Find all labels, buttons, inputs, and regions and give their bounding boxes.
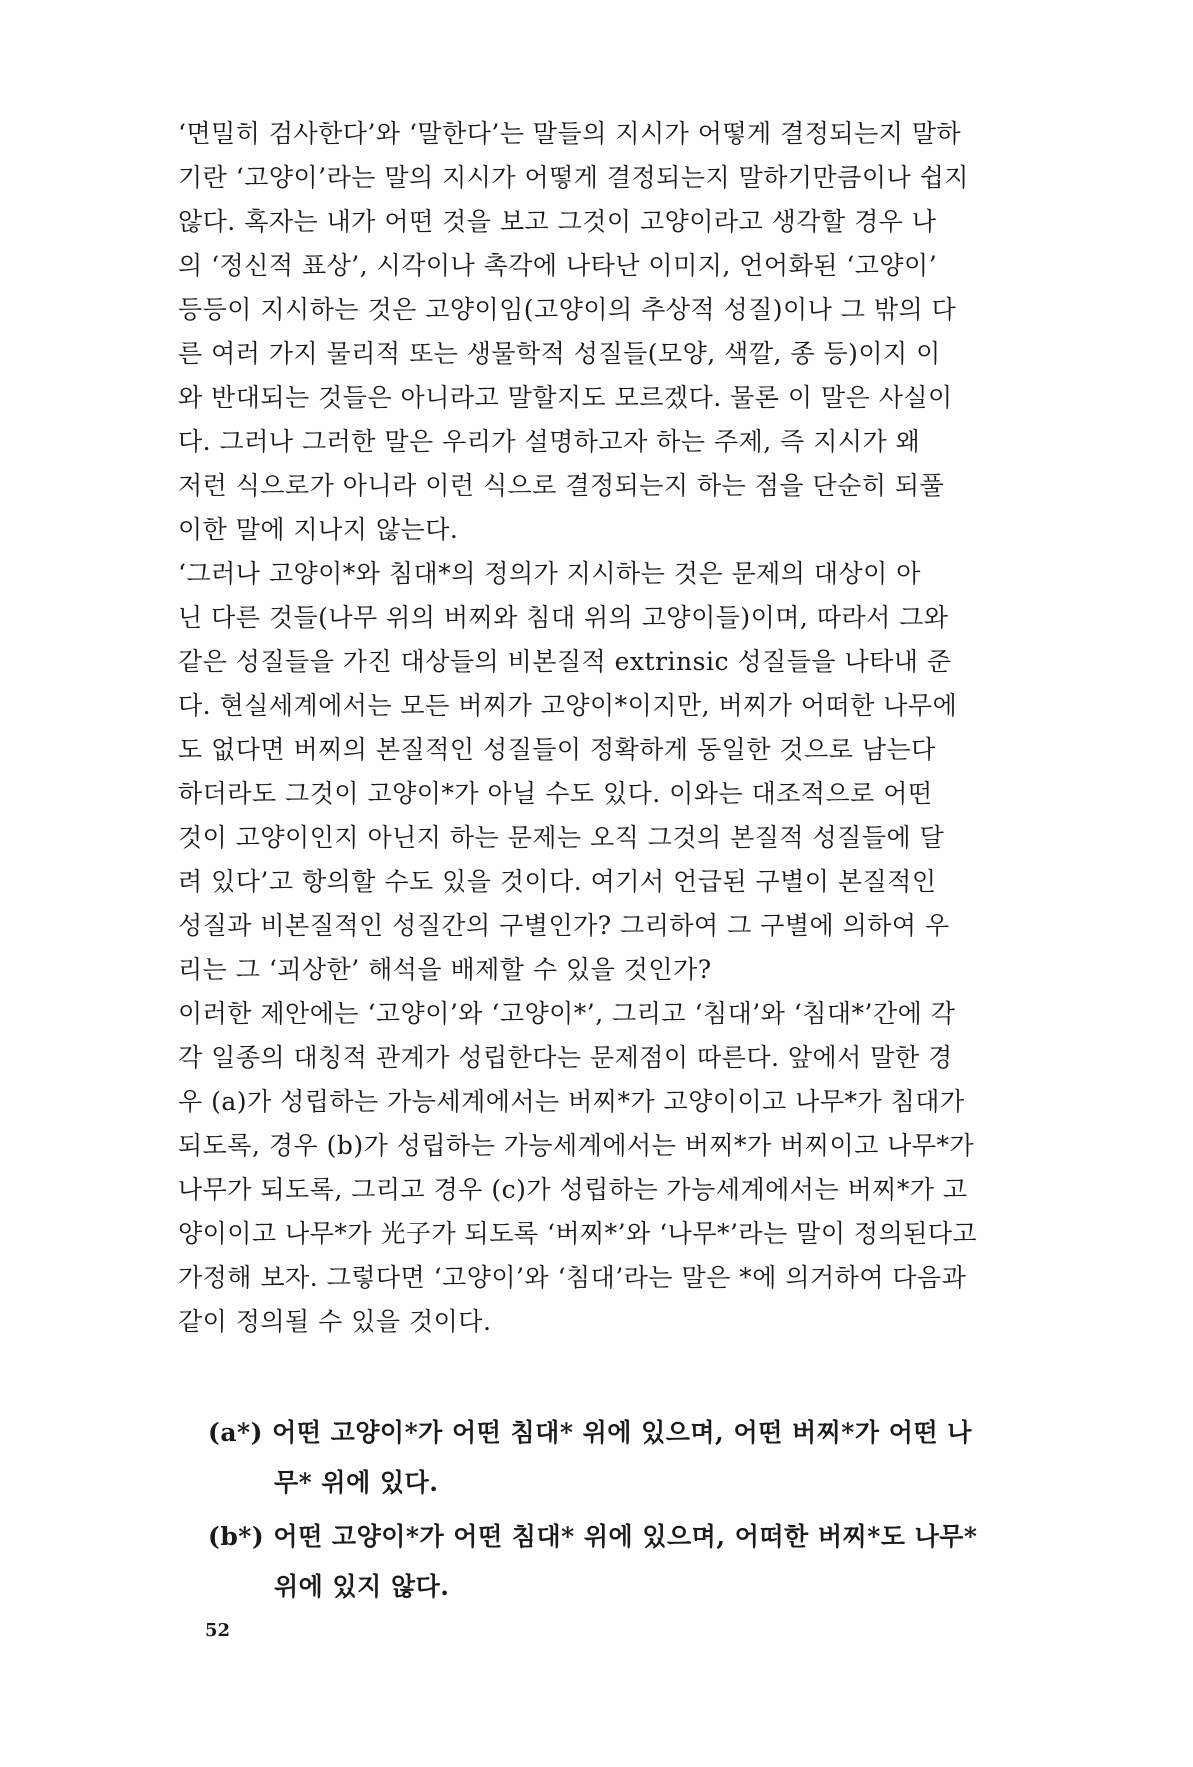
text-line: 의 ‘정신적 표상’, 시각이나 촉각에 나타난 이미지, 언어화된 ‘고양이’ — [178, 251, 938, 280]
text-line: 않다. 혹자는 내가 어떤 것을 보고 그것이 고양이라고 생각할 경우 나 — [178, 207, 937, 236]
example-line: (b*) 어떤 고양이*가 어떤 침대* 위에 있으며, 어떠한 버찌*도 나무* — [208, 1522, 978, 1551]
page-number: 52 — [205, 1620, 231, 1641]
text-line: 각 일종의 대칭적 관계가 성립한다는 문제점이 따른다. 앞에서 말한 경 — [178, 1043, 953, 1072]
example-line: (a*) 어떤 고양이*가 어떤 침대* 위에 있으며, 어떤 버찌*가 어떤 나 — [208, 1418, 972, 1447]
example-line: 위에 있지 않다. — [274, 1572, 450, 1601]
example-a-star — [208, 1408, 1062, 1508]
text-line: 같은 성질들을 가진 대상들의 비본질적 extrinsic 성질들을 나타내 준 — [178, 647, 952, 676]
text-line: 닌 다른 것들(나무 위의 버찌와 침대 위의 고양이들)이며, 따라서 그와 — [178, 603, 949, 632]
text-line: 른 여러 가지 물리적 또는 생물학적 성질들(모양, 색깔, 종 등)이지 이 — [178, 339, 941, 368]
text-line: 등등이 지시하는 것은 고양이임(고양이의 추상적 성질)이나 그 밖의 다 — [178, 295, 957, 324]
text-line: 이러한 제안에는 ‘고양이’와 ‘고양이*’, 그리고 ‘침대’와 ‘침대*’간에 각 — [178, 999, 956, 1028]
text-line: 기란 ‘고양이’라는 말의 지시가 어떻게 결정되는지 말하기만큼이나 쉽지 — [178, 163, 969, 192]
text-line: ‘그러나 고양이*와 침대*의 정의가 지시하는 것은 문제의 대상이 아 — [178, 559, 921, 588]
text-line: 도 없다면 버찌의 본질적인 성질들이 정확하게 동일한 것으로 남는다 — [178, 735, 936, 764]
text-line: 같이 정의될 수 있을 것이다. — [178, 1307, 492, 1336]
text-line: 리는 그 ‘괴상한’ 해석을 배제할 수 있을 것인가? — [178, 955, 712, 984]
text-line: 이한 말에 지나지 않는다. — [178, 515, 459, 544]
text-line: 와 반대되는 것들은 아니라고 말할지도 모르겠다. 물론 이 말은 사실이 — [178, 383, 953, 412]
text-line: 양이이고 나무*가 光子가 되도록 ‘버찌*’와 ‘나무*’라는 말이 정의된다고 — [178, 1219, 978, 1248]
example-b-star — [208, 1512, 1062, 1612]
text-line: 것이 고양이인지 아닌지 하는 문제는 오직 그것의 본질적 성질들에 달 — [178, 823, 945, 852]
text-line: 우 (a)가 성립하는 가능세계에서는 버찌*가 고양이이고 나무*가 침대가 — [178, 1087, 965, 1116]
text-line: 다. 현실세계에서는 모든 버찌가 고양이*이지만, 버찌가 어떠한 나무에 — [178, 691, 958, 720]
text-line: 저런 식으로가 아니라 이런 식으로 결정되는지 하는 점을 단순히 되풀 — [178, 471, 945, 500]
text-line: 하더라도 그것이 고양이*가 아닐 수도 있다. 이와는 대조적으로 어떤 — [178, 779, 933, 808]
text-line: 가정해 보자. 그렇다면 ‘고양이’와 ‘침대’라는 말은 *에 의거하여 다음과 — [178, 1263, 967, 1292]
text-line: 려 있다’고 항의할 수도 있을 것이다. 여기서 언급된 구별이 본질적인 — [178, 867, 937, 896]
body-text — [178, 112, 1062, 1344]
text-line: ‘면밀히 검사한다’와 ‘말한다’는 말들의 지시가 어떻게 결정되는지 말하 — [178, 119, 962, 148]
text-line: 나무가 되도록, 그리고 경우 (c)가 성립하는 가능세계에서는 버찌*가 고 — [178, 1175, 968, 1204]
text-line: 성질과 비본질적인 성질간의 구별인가? 그리하여 그 구별에 의하여 우 — [178, 911, 950, 940]
example-line: 무* 위에 있다. — [274, 1468, 439, 1497]
text-line: 다. 그러나 그러한 말은 우리가 설명하고자 하는 주제, 즉 지시가 왜 — [178, 427, 921, 456]
text-line: 되도록, 경우 (b)가 성립하는 가능세계에서는 버찌*가 버찌이고 나무*가 — [178, 1131, 975, 1160]
